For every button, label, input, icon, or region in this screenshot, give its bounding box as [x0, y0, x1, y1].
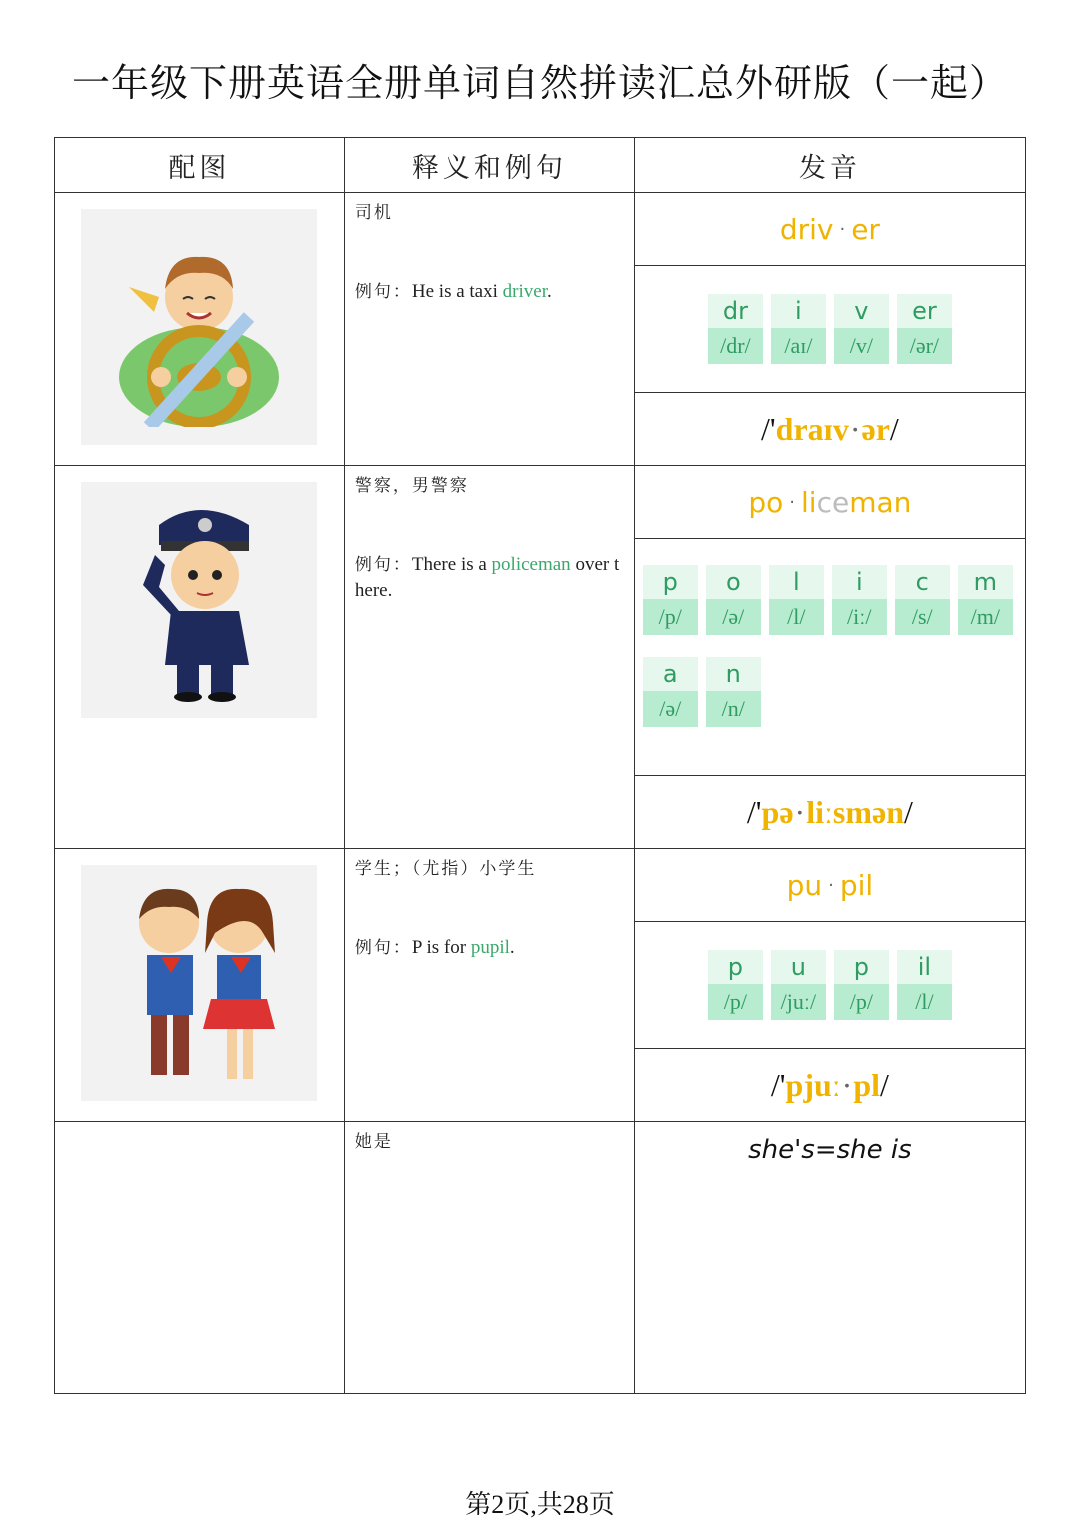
phonics-tile	[706, 657, 761, 727]
syllable-dot: ·	[828, 874, 834, 896]
word-meaning: 司机	[354, 203, 393, 223]
example-text: P is for	[411, 937, 471, 958]
ipa-part: pl	[853, 1066, 881, 1103]
pupils-illustration	[81, 865, 317, 1101]
tile-phoneme: /ər/	[897, 328, 952, 364]
tile-phoneme: /iː/	[832, 599, 887, 635]
phonics-tiles	[635, 922, 1025, 1049]
phonics-tile	[708, 950, 763, 1020]
word-meaning: 学生；（尤指）小学生	[354, 859, 537, 879]
phonics-tile	[771, 950, 826, 1020]
syllable: pil	[839, 868, 874, 902]
ipa-dot: ·	[849, 410, 861, 447]
pronunciation-cell	[634, 849, 1025, 1122]
tile-phoneme: /p/	[834, 984, 889, 1020]
header-picture: 配图	[55, 138, 345, 193]
example-text: He is a taxi	[411, 281, 503, 302]
phonics-tile	[643, 565, 698, 635]
pronunciation-cell	[634, 193, 1025, 466]
syllable: driv	[779, 212, 834, 246]
tile-letters: p	[643, 565, 698, 599]
syllable-dot: ·	[839, 218, 846, 240]
tile-letters: i	[832, 565, 887, 599]
example-text-end: .	[509, 937, 515, 958]
tile-phoneme: /juː/	[771, 984, 826, 1020]
phonics-tile	[834, 294, 889, 364]
example-sentence	[355, 279, 624, 305]
phonics-tile	[832, 565, 887, 635]
ipa-dot: ·	[794, 793, 806, 830]
tile-letters: m	[958, 565, 1013, 599]
word-meaning: 她是	[354, 1132, 393, 1152]
ipa-open: /'	[746, 793, 762, 830]
ipa-close: /	[880, 1066, 889, 1103]
page-title: 一年级下册英语全册单词自然拼读汇总外研版（一起）	[71, 61, 1008, 105]
tile-phoneme: /n/	[706, 691, 761, 727]
syllable: li	[801, 485, 817, 519]
ipa-transcription	[635, 393, 1025, 465]
picture-cell	[55, 193, 345, 466]
syllable-silent: ce	[816, 485, 850, 519]
tile-letters: u	[771, 950, 826, 984]
phonics-tile	[771, 294, 826, 364]
tile-letters: v	[834, 294, 889, 328]
header-pronunciation: 发音	[634, 138, 1025, 193]
tile-letters: a	[643, 657, 698, 691]
phonics-tile	[834, 950, 889, 1020]
phonics-tile	[708, 294, 763, 364]
tile-phoneme: /l/	[897, 984, 952, 1020]
syllable-split	[635, 849, 1025, 922]
word-meaning: 警察，男警察	[354, 476, 469, 496]
table-row	[55, 466, 1026, 849]
ipa-part: pjuː	[785, 1066, 841, 1103]
tile-phoneme: /s/	[895, 599, 950, 635]
policeman-illustration	[81, 482, 317, 718]
ipa-open: /'	[770, 1066, 786, 1103]
tile-phoneme: /aɪ/	[771, 328, 826, 364]
syllable: po	[748, 485, 784, 519]
example-label: 例句：	[354, 282, 412, 302]
table-row	[55, 1122, 1026, 1394]
contraction-note: she's=she is	[748, 1135, 912, 1165]
tile-letters: er	[897, 294, 952, 328]
tile-phoneme: /v/	[834, 328, 889, 364]
ipa-transcription	[635, 776, 1025, 848]
example-keyword: policeman	[491, 554, 571, 575]
syllable: er	[851, 212, 880, 246]
example-text-end: over there.	[354, 554, 620, 601]
tile-phoneme: /ə/	[706, 599, 761, 635]
ipa-part: liːsmən	[806, 793, 904, 830]
syllable: man	[849, 485, 912, 519]
phonics-tile	[769, 565, 824, 635]
example-text-end: .	[546, 281, 552, 302]
ipa-dot: ·	[841, 1066, 853, 1103]
tile-letters: p	[834, 950, 889, 984]
definition-cell	[344, 1122, 634, 1394]
tile-phoneme: /l/	[769, 599, 824, 635]
ipa-transcription	[635, 1049, 1025, 1121]
phonics-tile	[897, 950, 952, 1020]
table-row	[55, 193, 1026, 466]
definition-cell	[344, 193, 634, 466]
definition-cell	[344, 466, 634, 849]
tile-letters: o	[706, 565, 761, 599]
page-footer: 第2页,共28页	[465, 1490, 615, 1519]
tile-phoneme: /ə/	[643, 691, 698, 727]
tile-phoneme: /p/	[643, 599, 698, 635]
tile-letters: n	[706, 657, 761, 691]
ipa-part: pə	[761, 793, 794, 830]
phonics-tile	[643, 657, 698, 727]
example-label: 例句：	[354, 938, 412, 958]
ipa-open: /'	[760, 410, 776, 447]
picture-cell	[55, 1122, 345, 1394]
tile-letters: il	[897, 950, 952, 984]
picture-cell	[55, 466, 345, 849]
example-keyword: driver	[502, 281, 547, 302]
tile-letters: p	[708, 950, 763, 984]
phonics-tile	[958, 565, 1013, 635]
table-header-row	[55, 138, 1026, 193]
phonics-tiles	[635, 539, 1025, 776]
picture-cell	[55, 849, 345, 1122]
driver-illustration	[81, 209, 317, 445]
ipa-close: /	[889, 410, 899, 447]
syllable-dot: ·	[789, 491, 796, 513]
phonics-tile	[897, 294, 952, 364]
phonics-tiles	[635, 266, 1025, 393]
syllable-split	[635, 193, 1025, 266]
syllable-split	[635, 466, 1025, 539]
example-label: 例句：	[354, 555, 412, 575]
tile-letters: dr	[708, 294, 763, 328]
tile-letters: i	[771, 294, 826, 328]
ipa-part: draɪv	[775, 410, 849, 447]
tile-phoneme: /p/	[708, 984, 763, 1020]
header-definition: 释义和例句	[344, 138, 634, 193]
phonics-tile	[706, 565, 761, 635]
ipa-part: ər	[861, 410, 890, 447]
tile-letters: l	[769, 565, 824, 599]
example-sentence	[355, 552, 624, 603]
tile-letters: c	[895, 565, 950, 599]
example-keyword: pupil	[470, 937, 510, 958]
definition-cell	[344, 849, 634, 1122]
vocabulary-table	[54, 137, 1026, 1394]
example-sentence	[355, 935, 624, 961]
tile-phoneme: /m/	[958, 599, 1013, 635]
tile-phoneme: /dr/	[708, 328, 763, 364]
table-row	[55, 849, 1026, 1122]
example-text: There is a	[411, 554, 492, 575]
phonics-tile	[895, 565, 950, 635]
pronunciation-cell	[634, 466, 1025, 849]
syllable: pu	[786, 868, 823, 902]
ipa-close: /	[903, 793, 913, 830]
pronunciation-cell	[634, 1122, 1025, 1394]
